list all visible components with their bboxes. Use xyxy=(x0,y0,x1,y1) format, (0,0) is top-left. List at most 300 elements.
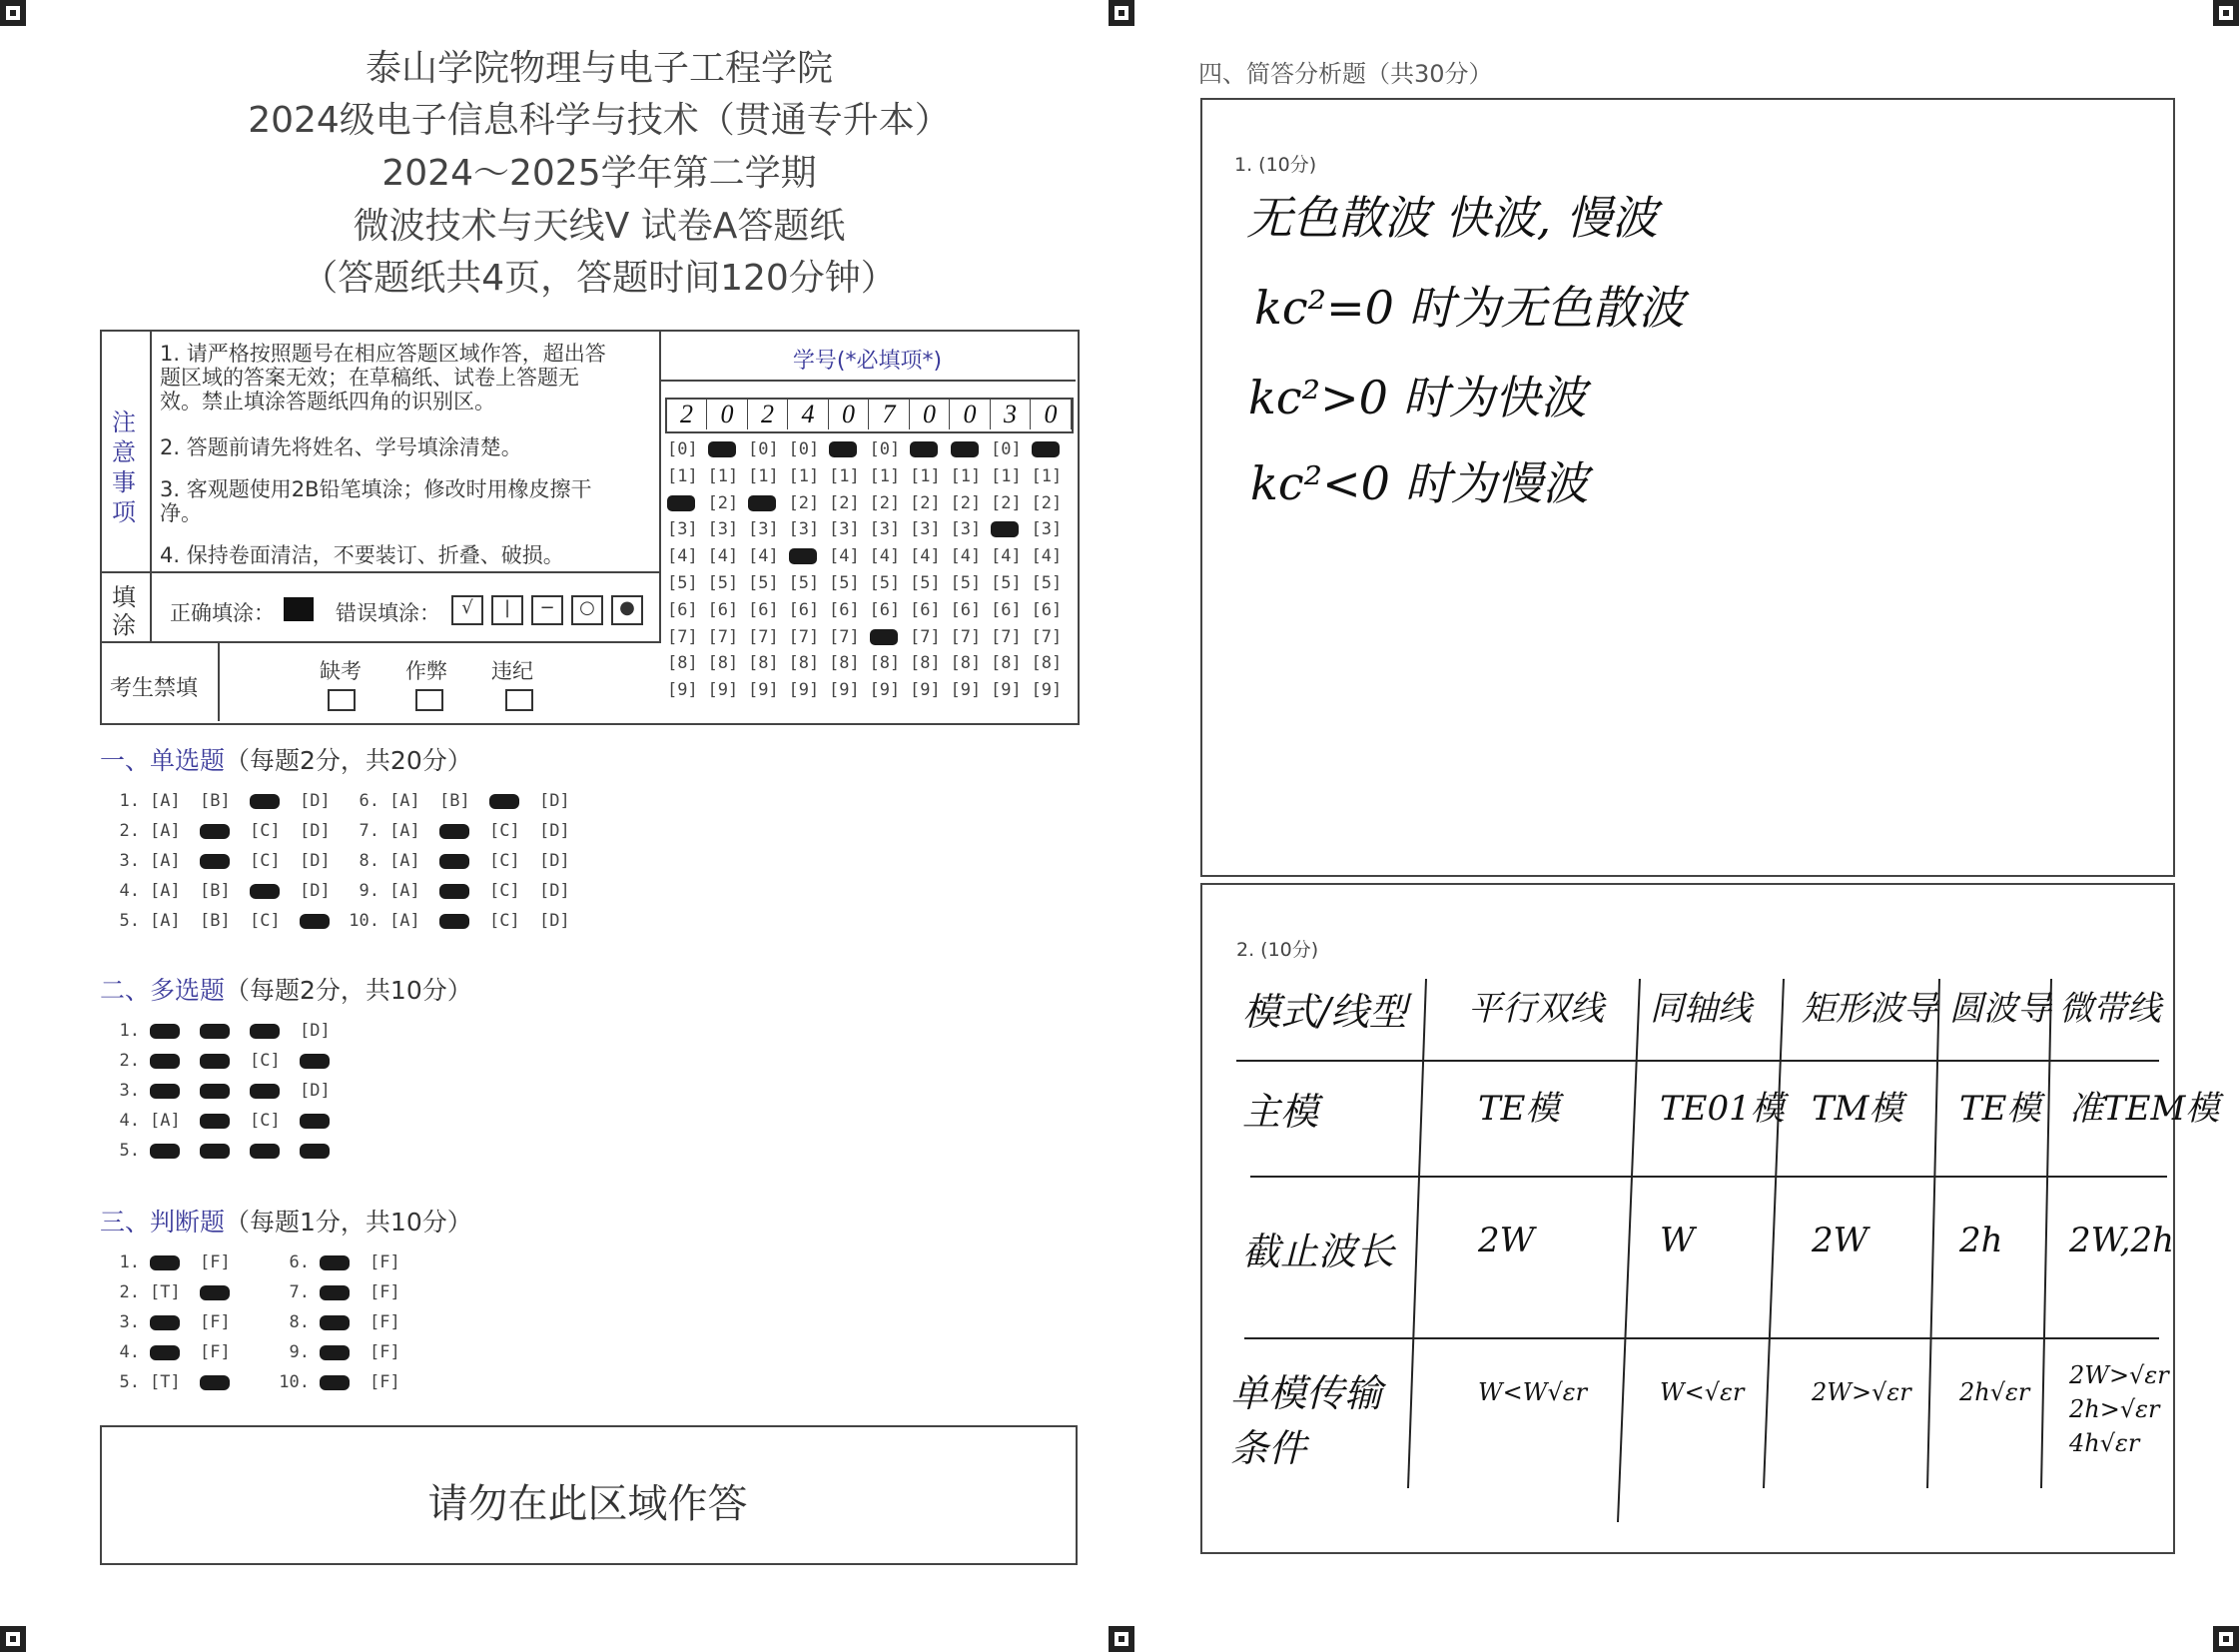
question-number: 1. xyxy=(119,1021,140,1041)
student-id-bubble[interactable]: [4] xyxy=(707,546,739,567)
student-id-bubble[interactable]: [4] xyxy=(667,546,698,567)
answer-bubble[interactable]: [F] xyxy=(370,1282,400,1302)
student-id-bubble[interactable]: [3] xyxy=(869,519,901,540)
filled-mark xyxy=(829,441,857,457)
question-number: 2. xyxy=(119,1051,140,1071)
filled-mark xyxy=(150,1255,180,1270)
student-id-bubble[interactable]: [9] xyxy=(667,680,698,701)
q2-table-header: 同轴线 xyxy=(1650,989,1752,1029)
student-id-bubble[interactable]: [1] xyxy=(950,465,982,486)
answer-bubble[interactable]: [A] xyxy=(389,851,420,871)
student-id-bubble[interactable]: [6] xyxy=(707,599,739,620)
section1-question-row xyxy=(340,791,589,811)
student-id-bubble[interactable]: [5] xyxy=(829,572,860,593)
forbidden-violation-checkbox[interactable] xyxy=(505,689,533,711)
answer-bubble-filled[interactable] xyxy=(200,1081,250,1101)
student-id-bubble[interactable]: [1] xyxy=(667,465,698,486)
answer-bubble[interactable]: [C] xyxy=(489,851,520,871)
student-id-bubble[interactable]: [7] xyxy=(1031,626,1063,647)
student-id-bubble[interactable]: [0] xyxy=(991,439,1022,459)
filled-mark xyxy=(991,521,1019,537)
filled-mark xyxy=(951,441,979,457)
registration-mark-bottom-left xyxy=(0,1626,26,1652)
q2-table-cell: TM模 xyxy=(1812,1089,1903,1129)
student-id-digit: 0 xyxy=(910,400,950,429)
student-id-bubble[interactable]: [3] xyxy=(950,519,982,540)
answer-bubble[interactable]: [D] xyxy=(300,1021,331,1041)
answer-bubble-filled[interactable] xyxy=(320,1282,370,1302)
filled-mark xyxy=(200,824,230,839)
divider-id xyxy=(659,380,1076,382)
student-id-bubble[interactable]: [0] xyxy=(869,439,901,459)
q2-table-cell: W xyxy=(1660,1221,1695,1260)
student-id-bubble[interactable]: [5] xyxy=(707,572,739,593)
filled-mark xyxy=(300,1144,330,1159)
question-number: 10. xyxy=(279,1372,310,1392)
student-id-column xyxy=(1032,439,1072,707)
student-id-bubble[interactable]: [8] xyxy=(829,653,860,674)
filled-mark xyxy=(439,824,469,839)
section3-question-row xyxy=(270,1252,419,1272)
filled-mark xyxy=(150,1054,180,1069)
student-id-bubble[interactable]: [0] xyxy=(748,439,779,459)
answer-bubble-filled[interactable] xyxy=(439,851,489,871)
student-id-bubble[interactable]: [9] xyxy=(707,680,739,701)
student-id-bubble[interactable]: [3] xyxy=(748,519,779,540)
student-id-bubble[interactable]: [5] xyxy=(748,572,779,593)
q2-table-cell: TE模 xyxy=(1959,1089,2041,1129)
student-id-bubble[interactable]: [1] xyxy=(910,465,941,486)
answer-bubble[interactable]: [D] xyxy=(539,851,570,871)
answer-bubble[interactable]: [A] xyxy=(150,1111,181,1131)
question-number: 7. xyxy=(359,821,379,841)
q2-table-cell: 2h xyxy=(1959,1221,2003,1260)
wrong-mark-dot: ● xyxy=(611,595,643,625)
student-id-bubble[interactable]: [8] xyxy=(748,653,779,674)
forbidden-cheat-checkbox[interactable] xyxy=(415,689,443,711)
student-id-bubble-filled[interactable] xyxy=(910,439,950,466)
student-id-bubble[interactable]: [9] xyxy=(1031,680,1063,701)
answer-bubble[interactable]: [A] xyxy=(389,821,420,841)
answer-bubble-filled[interactable] xyxy=(150,1312,200,1332)
student-id-bubble[interactable]: [7] xyxy=(950,626,982,647)
student-id-bubble[interactable]: [4] xyxy=(829,546,860,567)
student-id-bubble[interactable]: [7] xyxy=(707,626,739,647)
student-id-bubble[interactable]: [1] xyxy=(788,465,820,486)
answer-bubble[interactable]: [D] xyxy=(539,821,570,841)
section4-title: 四、简答分析题（共30分） xyxy=(1198,60,1493,88)
student-id-bubble[interactable]: [6] xyxy=(991,599,1022,620)
student-id-bubble[interactable]: [9] xyxy=(910,680,941,701)
question-number: 2. xyxy=(119,821,140,841)
forbidden-absent-checkbox[interactable] xyxy=(328,689,356,711)
q2-table-header: 模式/线型 xyxy=(1242,990,1407,1034)
section1-question-row xyxy=(100,911,350,931)
student-id-bubble[interactable]: [7] xyxy=(829,626,860,647)
student-id-bubble[interactable]: [1] xyxy=(869,465,901,486)
question-number: 10. xyxy=(349,911,379,931)
answer-bubble[interactable]: [F] xyxy=(370,1372,400,1392)
answer-bubble-filled[interactable] xyxy=(439,821,489,841)
notice-item-3: 3. 客观题使用2B铅笔填涂；修改时用橡皮擦干净。 xyxy=(160,477,592,525)
forbidden-absent-label: 缺考 xyxy=(320,659,362,683)
student-id-label: 学号(*必填项*) xyxy=(792,349,943,374)
q2-table-cell: 单模传输条件 xyxy=(1230,1371,1383,1470)
forbidden-label: 考生禁填 xyxy=(110,676,199,701)
section2-question-row xyxy=(100,1021,350,1041)
student-id-bubble[interactable]: [8] xyxy=(991,653,1022,674)
answer-bubble[interactable]: [A] xyxy=(389,881,420,901)
student-id-bubble[interactable]: [9] xyxy=(991,680,1022,701)
filled-mark xyxy=(200,1024,230,1039)
student-id-digit: 0 xyxy=(708,400,748,429)
answer-bubble[interactable]: [A] xyxy=(150,851,181,871)
student-id-column xyxy=(991,439,1031,707)
answer-bubble-filled[interactable] xyxy=(150,1051,200,1071)
correct-fill-label: 正确填涂： xyxy=(170,601,275,625)
student-id-bubble-filled[interactable] xyxy=(708,439,748,466)
student-id-bubble[interactable]: [1] xyxy=(1031,465,1063,486)
answer-bubble[interactable]: [D] xyxy=(300,791,331,811)
answer-bubble-filled[interactable] xyxy=(200,1021,250,1041)
answer-bubble-filled[interactable] xyxy=(320,1252,370,1272)
wrong-mark-check: √ xyxy=(451,595,483,625)
answer-bubble[interactable]: [F] xyxy=(370,1342,400,1362)
header-major: 2024级电子信息科学与技术（贯通专升本） xyxy=(248,100,951,141)
answer-bubble-filled[interactable] xyxy=(320,1342,370,1362)
filled-mark xyxy=(200,1375,230,1390)
filled-mark xyxy=(708,441,736,457)
answer-bubble-filled[interactable] xyxy=(200,1051,250,1071)
student-id-bubble-filled[interactable] xyxy=(1032,439,1072,466)
answer-bubble[interactable]: [C] xyxy=(489,881,520,901)
student-id-bubble-filled[interactable] xyxy=(667,493,707,520)
filled-mark xyxy=(150,1315,180,1330)
student-id-bubble[interactable]: [6] xyxy=(950,599,982,620)
answer-bubble-filled[interactable] xyxy=(439,881,489,901)
filled-mark xyxy=(489,794,519,809)
notice-side-label: 注意事项 xyxy=(112,409,136,526)
student-id-digit: 2 xyxy=(667,400,707,429)
student-id-bubble[interactable]: [3] xyxy=(829,519,860,540)
q2-table-cell: W<√εr xyxy=(1660,1378,1745,1406)
student-id-digit: 4 xyxy=(789,400,829,429)
answer-bubble[interactable]: [F] xyxy=(200,1342,231,1362)
student-id-bubble[interactable]: [1] xyxy=(707,465,739,486)
answer-bubble[interactable]: [B] xyxy=(200,911,231,931)
q2-table-cell: 截止波长 xyxy=(1242,1230,1395,1273)
student-id-bubble[interactable]: [5] xyxy=(667,572,698,593)
registration-mark-bottom-center xyxy=(1109,1626,1134,1652)
section3-question-row xyxy=(270,1312,419,1332)
answer-bubble-filled[interactable] xyxy=(200,851,250,871)
answer-bubble-filled[interactable] xyxy=(200,821,250,841)
student-id-bubble[interactable]: [9] xyxy=(829,680,860,701)
question-number: 6. xyxy=(289,1252,310,1272)
student-id-column xyxy=(708,439,748,707)
notice-item-4: 4. 保持卷面清洁，不要装订、折叠、破损。 xyxy=(160,543,564,567)
question-number: 5. xyxy=(119,1141,140,1161)
answer-bubble[interactable]: [C] xyxy=(250,821,281,841)
student-id-bubble[interactable]: [6] xyxy=(829,599,860,620)
answer-bubble-filled[interactable] xyxy=(300,1051,350,1071)
student-id-bubble[interactable]: [2] xyxy=(991,492,1022,513)
student-id-bubble[interactable]: [9] xyxy=(788,680,820,701)
answer-bubble[interactable]: [B] xyxy=(200,791,231,811)
student-id-bubble[interactable]: [8] xyxy=(667,653,698,674)
fill-label: 填涂 xyxy=(112,583,136,639)
question-number: 5. xyxy=(119,911,140,931)
student-id-bubble[interactable]: [7] xyxy=(748,626,779,647)
student-id-bubble[interactable]: [0] xyxy=(667,439,698,459)
filled-mark xyxy=(320,1315,350,1330)
header-school: 泰山学院物理与电子工程学院 xyxy=(365,48,833,89)
section1-question-row xyxy=(100,881,350,901)
student-id-bubble[interactable]: [5] xyxy=(991,572,1022,593)
student-id-bubble[interactable]: [4] xyxy=(910,546,941,567)
answer-bubble-filled[interactable] xyxy=(300,1141,350,1161)
answer-bubble[interactable]: [A] xyxy=(150,881,181,901)
student-id-bubble[interactable]: [3] xyxy=(910,519,941,540)
question-number: 2. xyxy=(119,1282,140,1302)
correct-fill-sample xyxy=(284,597,314,621)
wrong-mark-circle: ○ xyxy=(571,595,603,625)
section2-question-row xyxy=(100,1141,350,1161)
student-id-column xyxy=(829,439,869,707)
section1-question-row xyxy=(100,791,350,811)
answer-bubble[interactable]: [A] xyxy=(389,911,420,931)
student-id-bubble[interactable]: [8] xyxy=(910,653,941,674)
student-id-digit: 3 xyxy=(991,400,1031,429)
answer-bubble-filled[interactable] xyxy=(200,1282,250,1302)
student-id-bubble[interactable]: [4] xyxy=(748,546,779,567)
q2-table-cell: 主模 xyxy=(1242,1090,1319,1134)
registration-mark-top-left xyxy=(0,0,26,26)
q1-answer-line-4: kc²<0 时为慢波 xyxy=(1250,456,1589,510)
student-id-bubble[interactable]: [2] xyxy=(869,492,901,513)
section2-question-row xyxy=(100,1081,350,1101)
student-id-bubble-filled[interactable] xyxy=(951,439,991,466)
filled-mark xyxy=(150,1345,180,1360)
student-id-bubble[interactable]: [9] xyxy=(748,680,779,701)
answer-bubble[interactable]: [D] xyxy=(300,881,331,901)
student-id-bubble[interactable]: [4] xyxy=(950,546,982,567)
student-id-bubble[interactable]: [5] xyxy=(1031,572,1063,593)
answer-bubble[interactable]: [A] xyxy=(150,791,181,811)
answer-bubble[interactable]: [D] xyxy=(300,1081,331,1101)
answer-bubble-filled[interactable] xyxy=(250,881,300,901)
section3-title xyxy=(100,1203,472,1239)
section3-question-row xyxy=(270,1342,419,1362)
answer-bubble[interactable]: [D] xyxy=(539,911,570,931)
q2-table-cell: 2W>√εr 2h>√εr 4h√εr xyxy=(2069,1361,2169,1457)
answer-bubble-filled[interactable] xyxy=(150,1141,200,1161)
question-number: 6. xyxy=(359,791,379,811)
q2-table-cell: TE模 xyxy=(1478,1089,1560,1129)
filled-mark xyxy=(439,884,469,899)
section1-question-row xyxy=(340,881,589,901)
q2-table-header: 平行双线 xyxy=(1468,989,1604,1029)
answer-bubble[interactable]: [F] xyxy=(370,1252,400,1272)
question-number: 3. xyxy=(119,1081,140,1101)
answer-bubble-filled[interactable] xyxy=(320,1312,370,1332)
question-number: 3. xyxy=(119,1312,140,1332)
answer-bubble-filled[interactable] xyxy=(200,1141,250,1161)
student-id-bubble[interactable]: [2] xyxy=(950,492,982,513)
question-number: 9. xyxy=(359,881,379,901)
answer-bubble-filled[interactable] xyxy=(150,1021,200,1041)
q2-table-header: 矩形波导 xyxy=(1802,989,1937,1029)
filled-mark xyxy=(300,1054,330,1069)
filled-mark xyxy=(150,1024,180,1039)
student-id-bubble[interactable]: [6] xyxy=(1031,599,1063,620)
student-id-bubble[interactable]: [2] xyxy=(910,492,941,513)
student-id-bubble[interactable]: [4] xyxy=(991,546,1022,567)
student-id-bubble[interactable]: [1] xyxy=(748,465,779,486)
answer-bubble-filled[interactable] xyxy=(250,1141,300,1161)
filled-mark xyxy=(667,495,695,511)
student-id-bubble-filled[interactable] xyxy=(748,493,788,520)
student-id-bubble[interactable]: [6] xyxy=(910,599,941,620)
answer-bubble-filled[interactable] xyxy=(250,1021,300,1041)
question-number: 8. xyxy=(289,1312,310,1332)
student-id-bubble[interactable]: [2] xyxy=(829,492,860,513)
student-id-bubble[interactable]: [6] xyxy=(748,599,779,620)
student-id-bubble[interactable]: [4] xyxy=(1031,546,1063,567)
filled-mark xyxy=(250,1144,280,1159)
section2-title-main: 二、多选题 xyxy=(100,976,226,1005)
student-id-bubble[interactable]: [6] xyxy=(869,599,901,620)
student-id-bubble[interactable]: [8] xyxy=(788,653,820,674)
student-id-bubble[interactable]: [8] xyxy=(1031,653,1063,674)
student-id-bubble[interactable]: [1] xyxy=(829,465,860,486)
no-answer-zone-text: 请勿在此区域作答 xyxy=(427,1481,748,1527)
answer-bubble-filled[interactable] xyxy=(250,1081,300,1101)
answer-bubble-filled[interactable] xyxy=(150,1342,200,1362)
student-id-bubble-filled[interactable] xyxy=(991,519,1031,546)
student-id-bubble[interactable]: [3] xyxy=(788,519,820,540)
student-id-bubble[interactable]: [7] xyxy=(910,626,941,647)
answer-bubble-filled[interactable] xyxy=(150,1081,200,1101)
answer-bubble[interactable]: [B] xyxy=(200,881,231,901)
answer-bubble[interactable]: [F] xyxy=(200,1252,231,1272)
filled-mark xyxy=(910,441,938,457)
q2-table-cell: 2W xyxy=(1478,1221,1535,1260)
header-duration: （答题纸共4页，答题时间120分钟） xyxy=(302,258,897,299)
student-id-bubble[interactable]: [6] xyxy=(788,599,820,620)
answer-bubble[interactable]: [C] xyxy=(489,821,520,841)
answer-bubble-filled[interactable] xyxy=(300,1111,350,1131)
filled-mark xyxy=(250,1024,280,1039)
answer-bubble[interactable]: [D] xyxy=(539,791,570,811)
filled-mark xyxy=(300,1114,330,1129)
answer-bubble[interactable]: [C] xyxy=(250,911,281,931)
student-id-column xyxy=(667,439,707,707)
filled-mark xyxy=(748,495,776,511)
notice-item-1: 1. 请严格按照题号在相应答题区域作答，超出答题区域的答案无效；在草稿纸、试卷上答题无效。禁止填涂答题纸四角的识别区。 xyxy=(160,342,606,413)
answer-bubble-filled[interactable] xyxy=(320,1372,370,1392)
answer-bubble[interactable]: [D] xyxy=(300,851,331,871)
answer-bubble-filled[interactable] xyxy=(489,791,539,811)
student-id-bubble[interactable]: [3] xyxy=(667,519,698,540)
answer-bubble[interactable]: [C] xyxy=(250,1111,281,1131)
student-id-bubble[interactable]: [5] xyxy=(788,572,820,593)
filled-mark xyxy=(250,884,280,899)
answer-bubble[interactable]: [B] xyxy=(439,791,470,811)
student-id-bubble[interactable]: [8] xyxy=(950,653,982,674)
answer-bubble[interactable]: [A] xyxy=(150,821,181,841)
student-id-bubble[interactable]: [1] xyxy=(991,465,1022,486)
answer-bubble[interactable]: [C] xyxy=(250,1051,281,1071)
question-number: 8. xyxy=(359,851,379,871)
student-id-bubble[interactable]: [6] xyxy=(667,599,698,620)
filled-mark xyxy=(200,1114,230,1129)
answer-bubble-filled[interactable] xyxy=(250,791,300,811)
student-id-bubble-filled[interactable] xyxy=(789,546,829,573)
student-id-bubble[interactable]: [7] xyxy=(788,626,820,647)
filled-mark xyxy=(1032,441,1060,457)
answer-bubble-filled[interactable] xyxy=(200,1372,250,1392)
student-id-bubble[interactable]: [5] xyxy=(869,572,901,593)
filled-mark xyxy=(320,1345,350,1360)
student-id-bubble[interactable]: [8] xyxy=(707,653,739,674)
student-id-bubble[interactable]: [5] xyxy=(950,572,982,593)
answer-bubble[interactable]: [D] xyxy=(539,881,570,901)
header-semester: 2024～2025学年第二学期 xyxy=(381,153,817,194)
student-id-bubble[interactable]: [8] xyxy=(869,653,901,674)
answer-bubble[interactable]: [T] xyxy=(150,1282,181,1302)
student-id-bubble[interactable]: [9] xyxy=(950,680,982,701)
section3-question-row xyxy=(100,1372,250,1392)
answer-bubble[interactable]: [T] xyxy=(150,1372,181,1392)
answer-bubble[interactable]: [F] xyxy=(370,1312,400,1332)
divider-notice-side xyxy=(150,330,152,641)
filled-mark xyxy=(789,548,817,564)
section3-question-row xyxy=(100,1282,250,1302)
answer-bubble[interactable]: [D] xyxy=(300,821,331,841)
student-id-bubble[interactable]: [2] xyxy=(1031,492,1063,513)
answer-bubble[interactable]: [F] xyxy=(200,1312,231,1332)
answer-bubble[interactable]: [A] xyxy=(389,791,420,811)
answer-bubble[interactable]: [A] xyxy=(150,911,181,931)
question-number: 4. xyxy=(119,1111,140,1131)
section3-question-row xyxy=(270,1372,419,1392)
student-id-bubble[interactable]: [0] xyxy=(788,439,820,459)
student-id-bubble[interactable]: [3] xyxy=(707,519,739,540)
student-id-bubble[interactable]: [7] xyxy=(991,626,1022,647)
wrong-mark-dash: − xyxy=(531,595,563,625)
student-id-bubble[interactable]: [3] xyxy=(1031,519,1063,540)
student-id-bubble[interactable]: [5] xyxy=(910,572,941,593)
student-id-bubble[interactable]: [2] xyxy=(788,492,820,513)
student-id-bubble[interactable]: [4] xyxy=(869,546,901,567)
student-id-bubble-filled[interactable] xyxy=(870,627,910,654)
student-id-column xyxy=(951,439,991,707)
wrong-fill-label: 错误填涂： xyxy=(336,601,440,625)
answer-bubble[interactable]: [C] xyxy=(250,851,281,871)
question-number: 1. xyxy=(119,791,140,811)
answer-bubble-filled[interactable] xyxy=(439,911,489,931)
student-id-bubble[interactable]: [2] xyxy=(707,492,739,513)
student-id-bubble[interactable]: [7] xyxy=(667,626,698,647)
question-number: 9. xyxy=(289,1342,310,1362)
student-id-bubble[interactable]: [9] xyxy=(869,680,901,701)
wrong-mark-bar: | xyxy=(491,595,523,625)
answer-bubble-filled[interactable] xyxy=(200,1111,250,1131)
student-id-bubble-filled[interactable] xyxy=(829,439,869,466)
answer-bubble-filled[interactable] xyxy=(150,1252,200,1272)
answer-bubble[interactable]: [C] xyxy=(489,911,520,931)
